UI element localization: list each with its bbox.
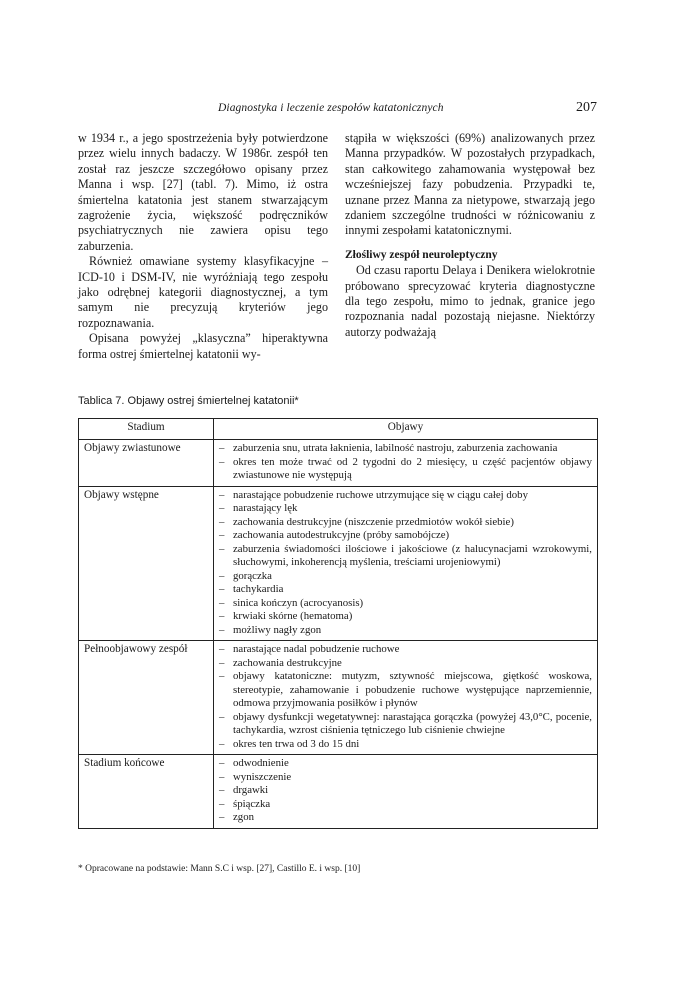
body-paragraph: Opisana powyżej „klasyczna” hiperaktywna forma ostrej śmiertelnej katatonii wy- [78,331,328,361]
symptom-item: – krwiaki skórne (hematoma) [219,610,592,624]
symptom-item: – okres ten trwa od 3 do 15 dni [219,738,592,752]
symptom-item: – tachykardia [219,583,592,597]
symptom-item: – objawy dysfunkcji wegetatywnej: narastająca gorączka (powyżej 43,0°C, pocenie, tachykardia, wzrost ciśnienia tętniczego lub ciśnienie chwiejne [219,711,592,738]
symptom-item: – narastający lęk [219,502,592,516]
right-column [345,131,595,340]
symptom-item: – odwodnienie [219,757,592,771]
footnote: * Opracowane na podstawie: Mann S.C i wsp. [27], Castillo E. i wsp. [10] [78,864,361,874]
symptom-item: – zachowania destrukcyjne [219,657,592,671]
table-row [79,641,598,755]
symptoms-cell [214,486,598,641]
running-title: Diagnostyka i leczenie zespołów katatonicznych [218,102,444,114]
running-header [78,102,597,118]
symptom-item: – śpiączka [219,798,592,812]
symptom-item: – zgon [219,811,592,825]
stage-cell: Objawy wstępne [79,486,214,641]
stage-cell: Objawy zwiastunowe [79,440,214,487]
body-paragraph: w 1934 r., a jego spostrzeżenia były potwierdzone przez wielu innych badaczy. W 1986r. zespół ten został raz jeszcze szczegółowo opisany przez Manna i wsp. [27] (tabl. 7). Mimo, iż ostra śmiertelna katatonia jest stanem stwarzającym zagrożenie życia, większość podręczników psychiatrycznych nie zawiera opisu tego zaburzenia. [78,131,328,253]
header-symptoms: Objawy [214,419,598,440]
stage-cell: Stadium końcowe [79,755,214,829]
symptoms-table [78,418,598,829]
symptom-item: – zachowania autodestrukcyjne (próby samobójcze) [219,529,592,543]
symptom-item: – zaburzenia snu, utrata łaknienia, labilność nastroju, zaburzenia zachowania [219,442,592,456]
section-heading: Złośliwy zespół neuroleptyczny [345,248,498,261]
symptom-item: – zaburzenia świadomości ilościowe i jakościowe (z halucynacjami wzrokowymi, słuchowymi, inkoherencją myślenia, treściami urojeniowymi) [219,543,592,570]
header-stage: Stadium [79,419,214,440]
symptom-item: – możliwy nagły zgon [219,624,592,638]
symptom-item: – drgawki [219,784,592,798]
symptoms-cell [214,641,598,755]
symptom-item: – zachowania destrukcyjne (niszczenie przedmiotów wokół siebie) [219,516,592,530]
table-row [79,755,598,829]
table-row [79,486,598,641]
symptoms-cell [214,755,598,829]
symptoms-cell [214,440,598,487]
page-number: 207 [576,100,597,115]
symptom-item: – sinica kończyn (acrocyanosis) [219,597,592,611]
symptom-item: – narastające pobudzenie ruchowe utrzymujące się w ciągu całej doby [219,489,592,503]
body-paragraph: Od czasu raportu Delaya i Denikera wielokrotnie próbowano sprecyzować kryteria diagnostyczne dla tego zespołu, mimo to jednak, granice jego rozpoznania nadal pozostają niejasne. Niektórzy autorzy podważają [345,263,595,339]
stage-cell: Pełnoobjawowy zespół [79,641,214,755]
symptom-item: – objawy katatoniczne: mutyzm, sztywność miejscowa, giętkość woskowa, stereotypie, zahamowanie i pobudzenie ruchowe występujące naprzemiennie, odmowa przyjmowania posiłków i płynów [219,670,592,711]
symptom-item: – narastające nadal pobudzenie ruchowe [219,643,592,657]
body-paragraph: stąpiła w większości (69%) analizowanych przez Manna przypadków. W pozostałych przypadkach, stan całkowitego zahamowania występował bez wcześniejszej fazy pobudzenia. Przypadki te, uznane przez Manna za nietypowe, stwarzają jego zdaniem szczególne trudności w różnicowaniu z innymi zespołami katatonicznymi. [345,131,595,238]
table-header-row [79,419,598,440]
symptom-item: – wyniszczenie [219,771,592,785]
left-column [78,131,328,362]
symptom-item: – okres ten może trwać od 2 tygodni do 2 miesięcy, u część pacjentów objawy zwiastunowe nie występują [219,456,592,483]
table-caption: Tablica 7. Objawy ostrej śmiertelnej katatonii* [78,395,299,407]
symptom-item: – gorączka [219,570,592,584]
body-paragraph: Również omawiane systemy klasyfikacyjne – ICD-10 i DSM-IV, nie wyróżniają tego zespołu jako odrębnej kategorii diagnostycznej, a tym samym nie precyzują kryteriów jego rozpoznawania. [78,254,328,330]
table-row [79,440,598,487]
